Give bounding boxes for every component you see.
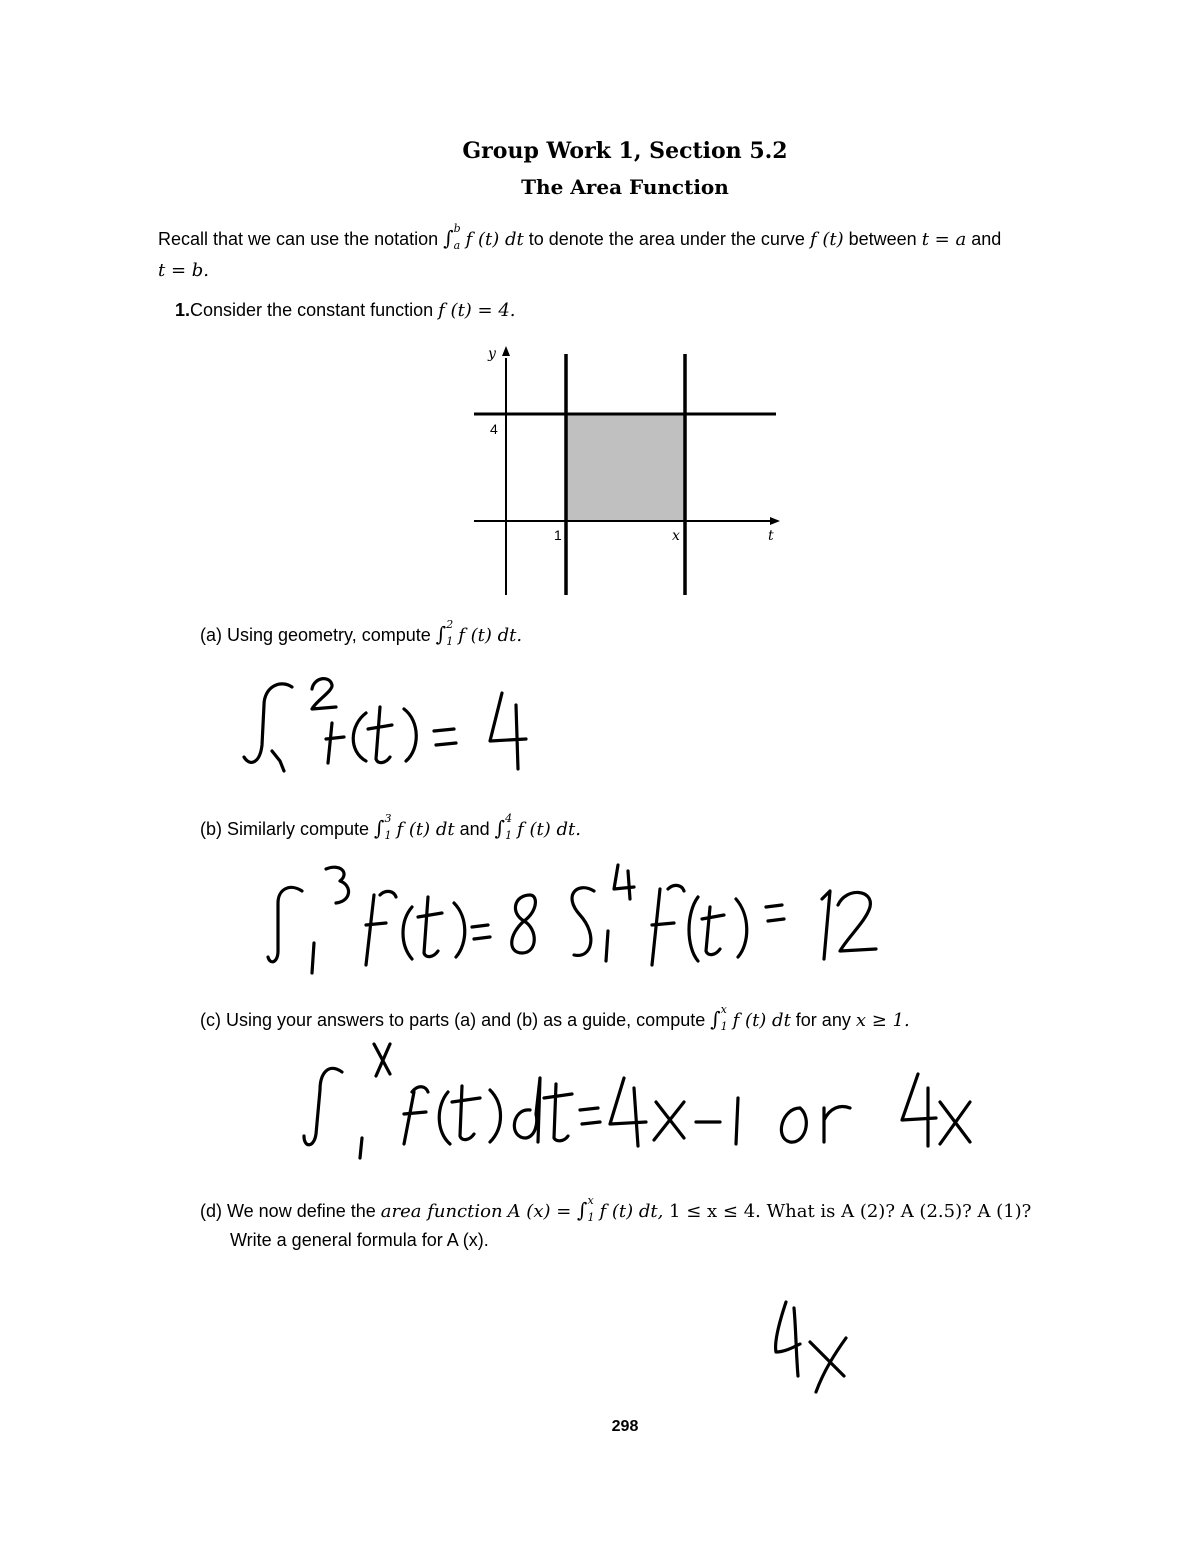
integral-limits-1	[384, 812, 396, 843]
integral-sign: ∫	[710, 1007, 721, 1031]
function-def: f (t) = 4.	[438, 300, 516, 321]
t-axis-label: t	[768, 528, 774, 544]
integral-sign: ∫	[577, 1198, 588, 1222]
intro-text-a: Recall that we can use the notation	[158, 229, 444, 249]
integral-sign: ∫	[435, 622, 447, 646]
upper-limit: b	[453, 222, 461, 236]
integral-limits	[453, 222, 466, 253]
y-tick-4: 4	[490, 421, 498, 437]
page-title: Group Work 1, Section 5.2	[462, 138, 788, 164]
lower-limit-1: 1	[384, 829, 392, 843]
problem-text: Consider the constant function	[190, 300, 439, 320]
y-axis-label: y	[488, 346, 496, 362]
handwritten-answer-a	[240, 665, 560, 775]
part-a-label: (a) Using geometry, compute	[200, 625, 436, 645]
integrand: f (t) dt	[465, 229, 524, 250]
handwritten-answer-c	[300, 1038, 980, 1163]
and-text: and	[454, 819, 495, 839]
integral-limits	[446, 618, 458, 649]
page-number: 298	[611, 1418, 639, 1435]
problem-1	[175, 300, 516, 321]
integral-limits	[720, 1003, 733, 1034]
part-d	[200, 1194, 1032, 1225]
y-axis-arrow	[502, 346, 510, 356]
handwritten-answer-b	[262, 855, 892, 980]
part-c	[200, 1003, 910, 1034]
part-a	[200, 618, 523, 649]
x-tick-x: x	[672, 528, 680, 544]
shaded-area	[566, 414, 685, 521]
integrand: f (t) dt	[732, 1010, 791, 1031]
x-tick-1: 1	[554, 527, 562, 543]
eq-t-a: t = a	[921, 229, 967, 250]
intro-line-2: t = b.	[158, 260, 210, 281]
lower-limit: 1	[587, 1211, 595, 1225]
part-b-label: (b) Similarly compute	[200, 819, 375, 839]
upper-limit: x	[587, 1194, 594, 1208]
area-function-eq: A (x) =	[507, 1201, 578, 1222]
problem-number: 1.	[175, 300, 191, 320]
part-d-line-2: Write a general formula for A (x).	[230, 1230, 489, 1250]
lower-limit: 1	[720, 1020, 728, 1034]
upper-limit: x	[720, 1003, 727, 1017]
area-function-term: area function	[380, 1201, 503, 1222]
integral-sign-2: ∫	[494, 816, 506, 840]
condition: x ≥ 1.	[855, 1010, 910, 1031]
lower-limit: a	[453, 239, 461, 253]
integrand-2: f (t) dt.	[517, 819, 581, 840]
integral-sign: ∫	[443, 226, 454, 250]
area-graph	[470, 340, 790, 600]
part-d-questions: What is A (2)? A (2.5)? A (1)?	[760, 1201, 1032, 1222]
page-subtitle: The Area Function	[521, 175, 729, 199]
upper-limit-1: 3	[384, 812, 392, 826]
handwritten-answer-d	[760, 1290, 870, 1400]
lower-limit: 1	[446, 635, 454, 649]
intro-text-d: and	[966, 229, 1002, 249]
integral-limits-2	[505, 812, 517, 843]
part-b	[200, 812, 581, 843]
curve-expr: f (t)	[809, 229, 844, 250]
integrand-1: f (t) dt	[396, 819, 455, 840]
integral-limits	[587, 1194, 599, 1225]
integrand: f (t) dt.	[458, 625, 523, 646]
integral-sign-1: ∫	[374, 816, 385, 840]
intro-line-1	[158, 222, 1002, 253]
part-c-tail: for any	[790, 1010, 856, 1030]
lower-limit-2: 1	[505, 829, 513, 843]
upper-limit-2: 4	[505, 812, 513, 826]
intro-text-b: to denote the area under the curve	[523, 229, 810, 249]
part-d-label: (d) We now define the	[200, 1201, 381, 1221]
upper-limit: 2	[446, 618, 454, 632]
intro-text-c: between	[843, 229, 922, 249]
domain-range: 1 ≤ x ≤ 4.	[663, 1201, 761, 1222]
part-c-label: (c) Using your answers to parts (a) and (b) as a guide, compute	[200, 1010, 711, 1030]
integrand: f (t) dt,	[599, 1201, 664, 1222]
t-axis-arrow	[770, 517, 780, 525]
